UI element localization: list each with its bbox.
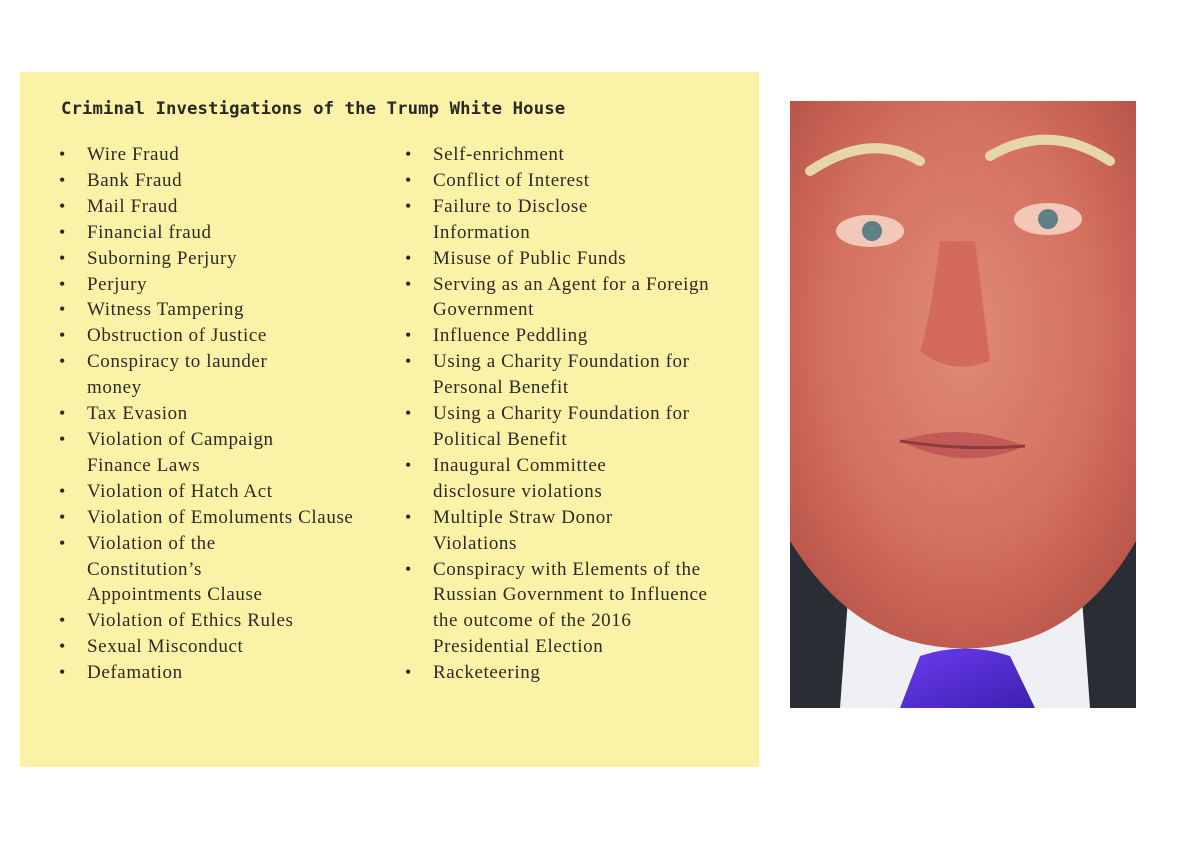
list-item: • Violation of Emoluments Clause [58,505,357,531]
list-item: • Conspiracy to launder money [58,349,317,401]
list-right-column [404,142,754,686]
list-item: • Tax Evasion [58,401,388,427]
list-item: • Using a Charity Foundation for Personal Benefit [404,349,733,401]
list-item: • Violation of the Constitution’s Appointments Clause [58,531,297,609]
list-item: • Influence Peddling [404,323,754,349]
list-item: • Perjury [58,272,388,298]
list-item: • Financial fraud [58,220,388,246]
face [790,101,1136,649]
list-item: • Violation of Ethics Rules [58,608,388,634]
right-iris [1038,209,1058,229]
list-item: • Serving as an Agent for a Foreign Government [404,272,723,324]
list-item: • Conflict of Interest [404,168,754,194]
list-item: • Self-enrichment [404,142,754,168]
card-title: Criminal Investigations of the Trump White House [61,99,566,119]
list-item: • Using a Charity Foundation for Political Benefit [404,401,733,453]
list-item: • Inaugural Committee disclosure violations [404,453,673,505]
list-item: • Suborning Perjury [58,246,388,272]
list-item: • Defamation [58,660,388,686]
list-item: • Racketeering [404,660,754,686]
list-item: • Sexual Misconduct [58,634,388,660]
list-item: • Conspiracy with Elements of the Russian Government to Influence the outcome of the 2016 Presidential Election [404,557,733,661]
left-iris [862,221,882,241]
portrait-photo [790,101,1136,708]
list-item: • Wire Fraud [58,142,388,168]
list-left-column [58,142,388,686]
list-item: • Violation of Campaign Finance Laws [58,427,327,479]
investigations-card [20,72,759,767]
list-item: • Misuse of Public Funds [404,246,754,272]
list-item: • Violation of Hatch Act [58,479,388,505]
list-item: • Witness Tampering [58,297,388,323]
list-item: • Obstruction of Justice [58,323,388,349]
list-item: • Mail Fraud [58,194,388,220]
list-item: • Bank Fraud [58,168,388,194]
list-item: • Failure to Disclose Information [404,194,653,246]
list-item: • Multiple Straw Donor Violations [404,505,683,557]
